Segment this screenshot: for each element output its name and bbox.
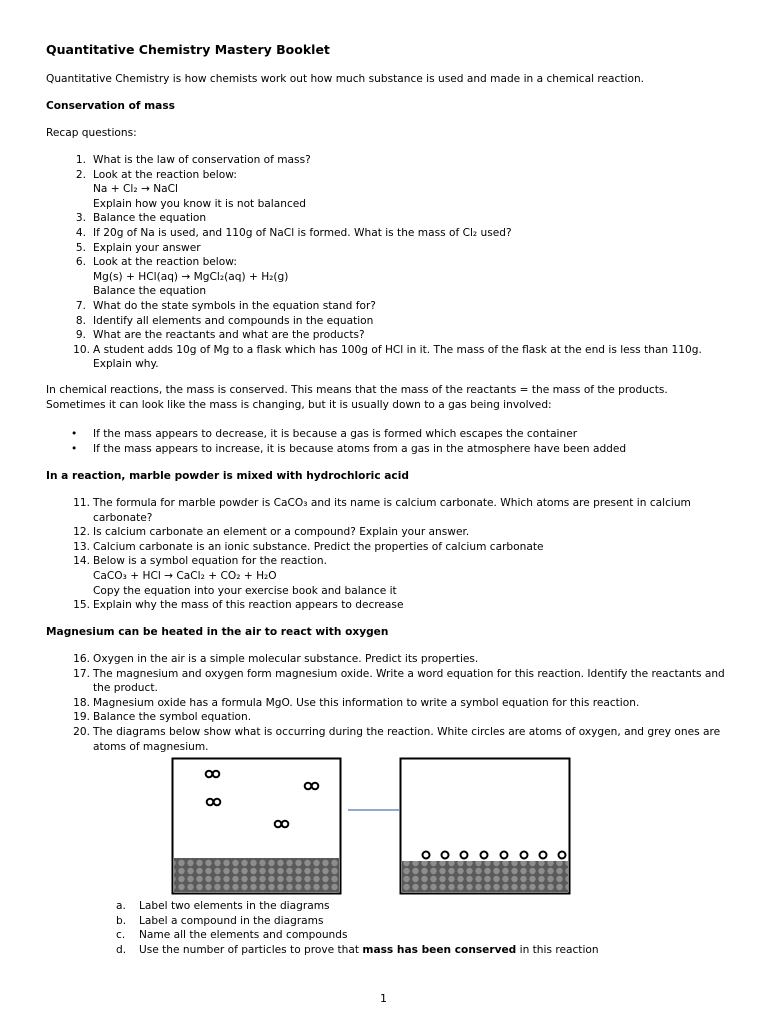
subquestion-item: c. Name all the elements and compounds: [116, 929, 348, 942]
magnesium-atoms-block: [174, 858, 339, 892]
question-item: 17. The magnesium and oxygen form magnesium oxide. Write a word equation for this reaction. Identify the reactants and the product.: [73, 667, 725, 695]
before-diagram: [173, 759, 341, 894]
bold-phrase: mass has been conserved: [362, 943, 517, 956]
question-item: 3. Balance the equation: [75, 212, 207, 225]
bullet-list: [46, 427, 626, 457]
recap-label: Recap questions:: [46, 127, 137, 139]
question-item: Explain how you know it is not balanced: [93, 197, 307, 210]
section-heading-magnesium: Magnesium can be heated in the air to react with oxygen: [46, 626, 389, 638]
question-item: 16. Oxygen in the air is a simple molecular substance. Predict its properties.: [73, 653, 479, 665]
after-diagram: [401, 759, 570, 894]
section-heading-marble: In a reaction, marble powder is mixed with hydrochloric acid: [46, 470, 409, 482]
question-list-3: [46, 652, 726, 754]
question-item: CaCO₃ + HCl → CaCl₂ + CO₂ + H₂O: [93, 569, 277, 582]
section-heading-conservation: Conservation of mass: [46, 100, 175, 112]
question-item: 14. Below is a symbol equation for the reaction.: [73, 555, 327, 568]
subquestion-item: d. Use the number of particles to prove that mass has been conserved in this reaction: [116, 943, 599, 956]
question-item: 7. What do the state symbols in the equation stand for?: [75, 299, 376, 312]
conservation-paragraph: In chemical reactions, the mass is conserved. This means that the mass of the reactants = the mass of the products. Sometimes it can look like the mass is changing, but it is usually down to a gas being involved:: [46, 384, 668, 411]
question-item: Na + Cl₂ → NaCl: [93, 183, 178, 196]
question-item: Explain why.: [93, 358, 159, 371]
question-list-2: [46, 496, 726, 613]
question-item: 1. What is the law of conservation of mass?: [75, 154, 311, 166]
subquestion-list: [116, 899, 599, 957]
question-item: 8. Identify all elements and compounds in the equation: [75, 314, 374, 327]
bullet-item: • If the mass appears to decrease, it is because a gas is formed which escapes the container: [71, 428, 578, 440]
subquestion-item: a. Label two elements in the diagrams: [116, 900, 330, 912]
question-item: 4. If 20g of Na is used, and 110g of NaCl is formed. What is the mass of Cl₂ used?: [75, 226, 512, 239]
question-item: 13. Calcium carbonate is an ionic substance. Predict the properties of calcium carbonate: [73, 540, 544, 553]
intro-text: Quantitative Chemistry is how chemists work out how much substance is used and made in a chemical reaction.: [46, 73, 645, 85]
question-item: Mg(s) + HCl(aq) → MgCl₂(aq) + H₂(g): [93, 270, 289, 283]
reaction-diagrams: [168, 755, 578, 897]
question-item: 11. The formula for marble powder is CaCO₃ and its name is calcium carbonate. Which atoms are present in calcium carbonate?: [73, 497, 691, 524]
question-item: 19. Balance the symbol equation.: [73, 711, 252, 724]
question-item: Copy the equation into your exercise book and balance it: [93, 584, 397, 597]
question-list-1: [46, 153, 726, 372]
question-item: 18. Magnesium oxide has a formula MgO. Use this information to write a symbol equation for this reaction.: [73, 696, 640, 709]
question-item: 20. The diagrams below show what is occurring during the reaction. White circles are atoms of oxygen, and grey ones are atoms of magnesium.: [73, 725, 721, 753]
question-item: 9. What are the reactants and what are the products?: [75, 329, 365, 342]
question-item: 2. Look at the reaction below:: [75, 168, 237, 181]
question-item: 15. Explain why the mass of this reaction appears to decrease: [73, 599, 404, 612]
magnesium-oxide-block: [402, 861, 568, 892]
question-item: Balance the equation: [93, 285, 207, 298]
bullet-item: • If the mass appears to increase, it is because atoms from a gas in the atmosphere have been added: [71, 443, 627, 455]
page-number: 1: [380, 992, 387, 1005]
question-item: 10. A student adds 10g of Mg to a flask which has 100g of HCl in it. The mass of the flask at the end is less than 110g.: [73, 343, 702, 356]
question-item: 6. Look at the reaction below:: [75, 256, 237, 269]
subquestion-item: b. Label a compound in the diagrams: [116, 914, 324, 927]
question-item: 5. Explain your answer: [75, 241, 201, 254]
page-title: Quantitative Chemistry Mastery Booklet: [46, 42, 330, 57]
question-item: 12. Is calcium carbonate an element or a compound? Explain your answer.: [73, 526, 470, 539]
